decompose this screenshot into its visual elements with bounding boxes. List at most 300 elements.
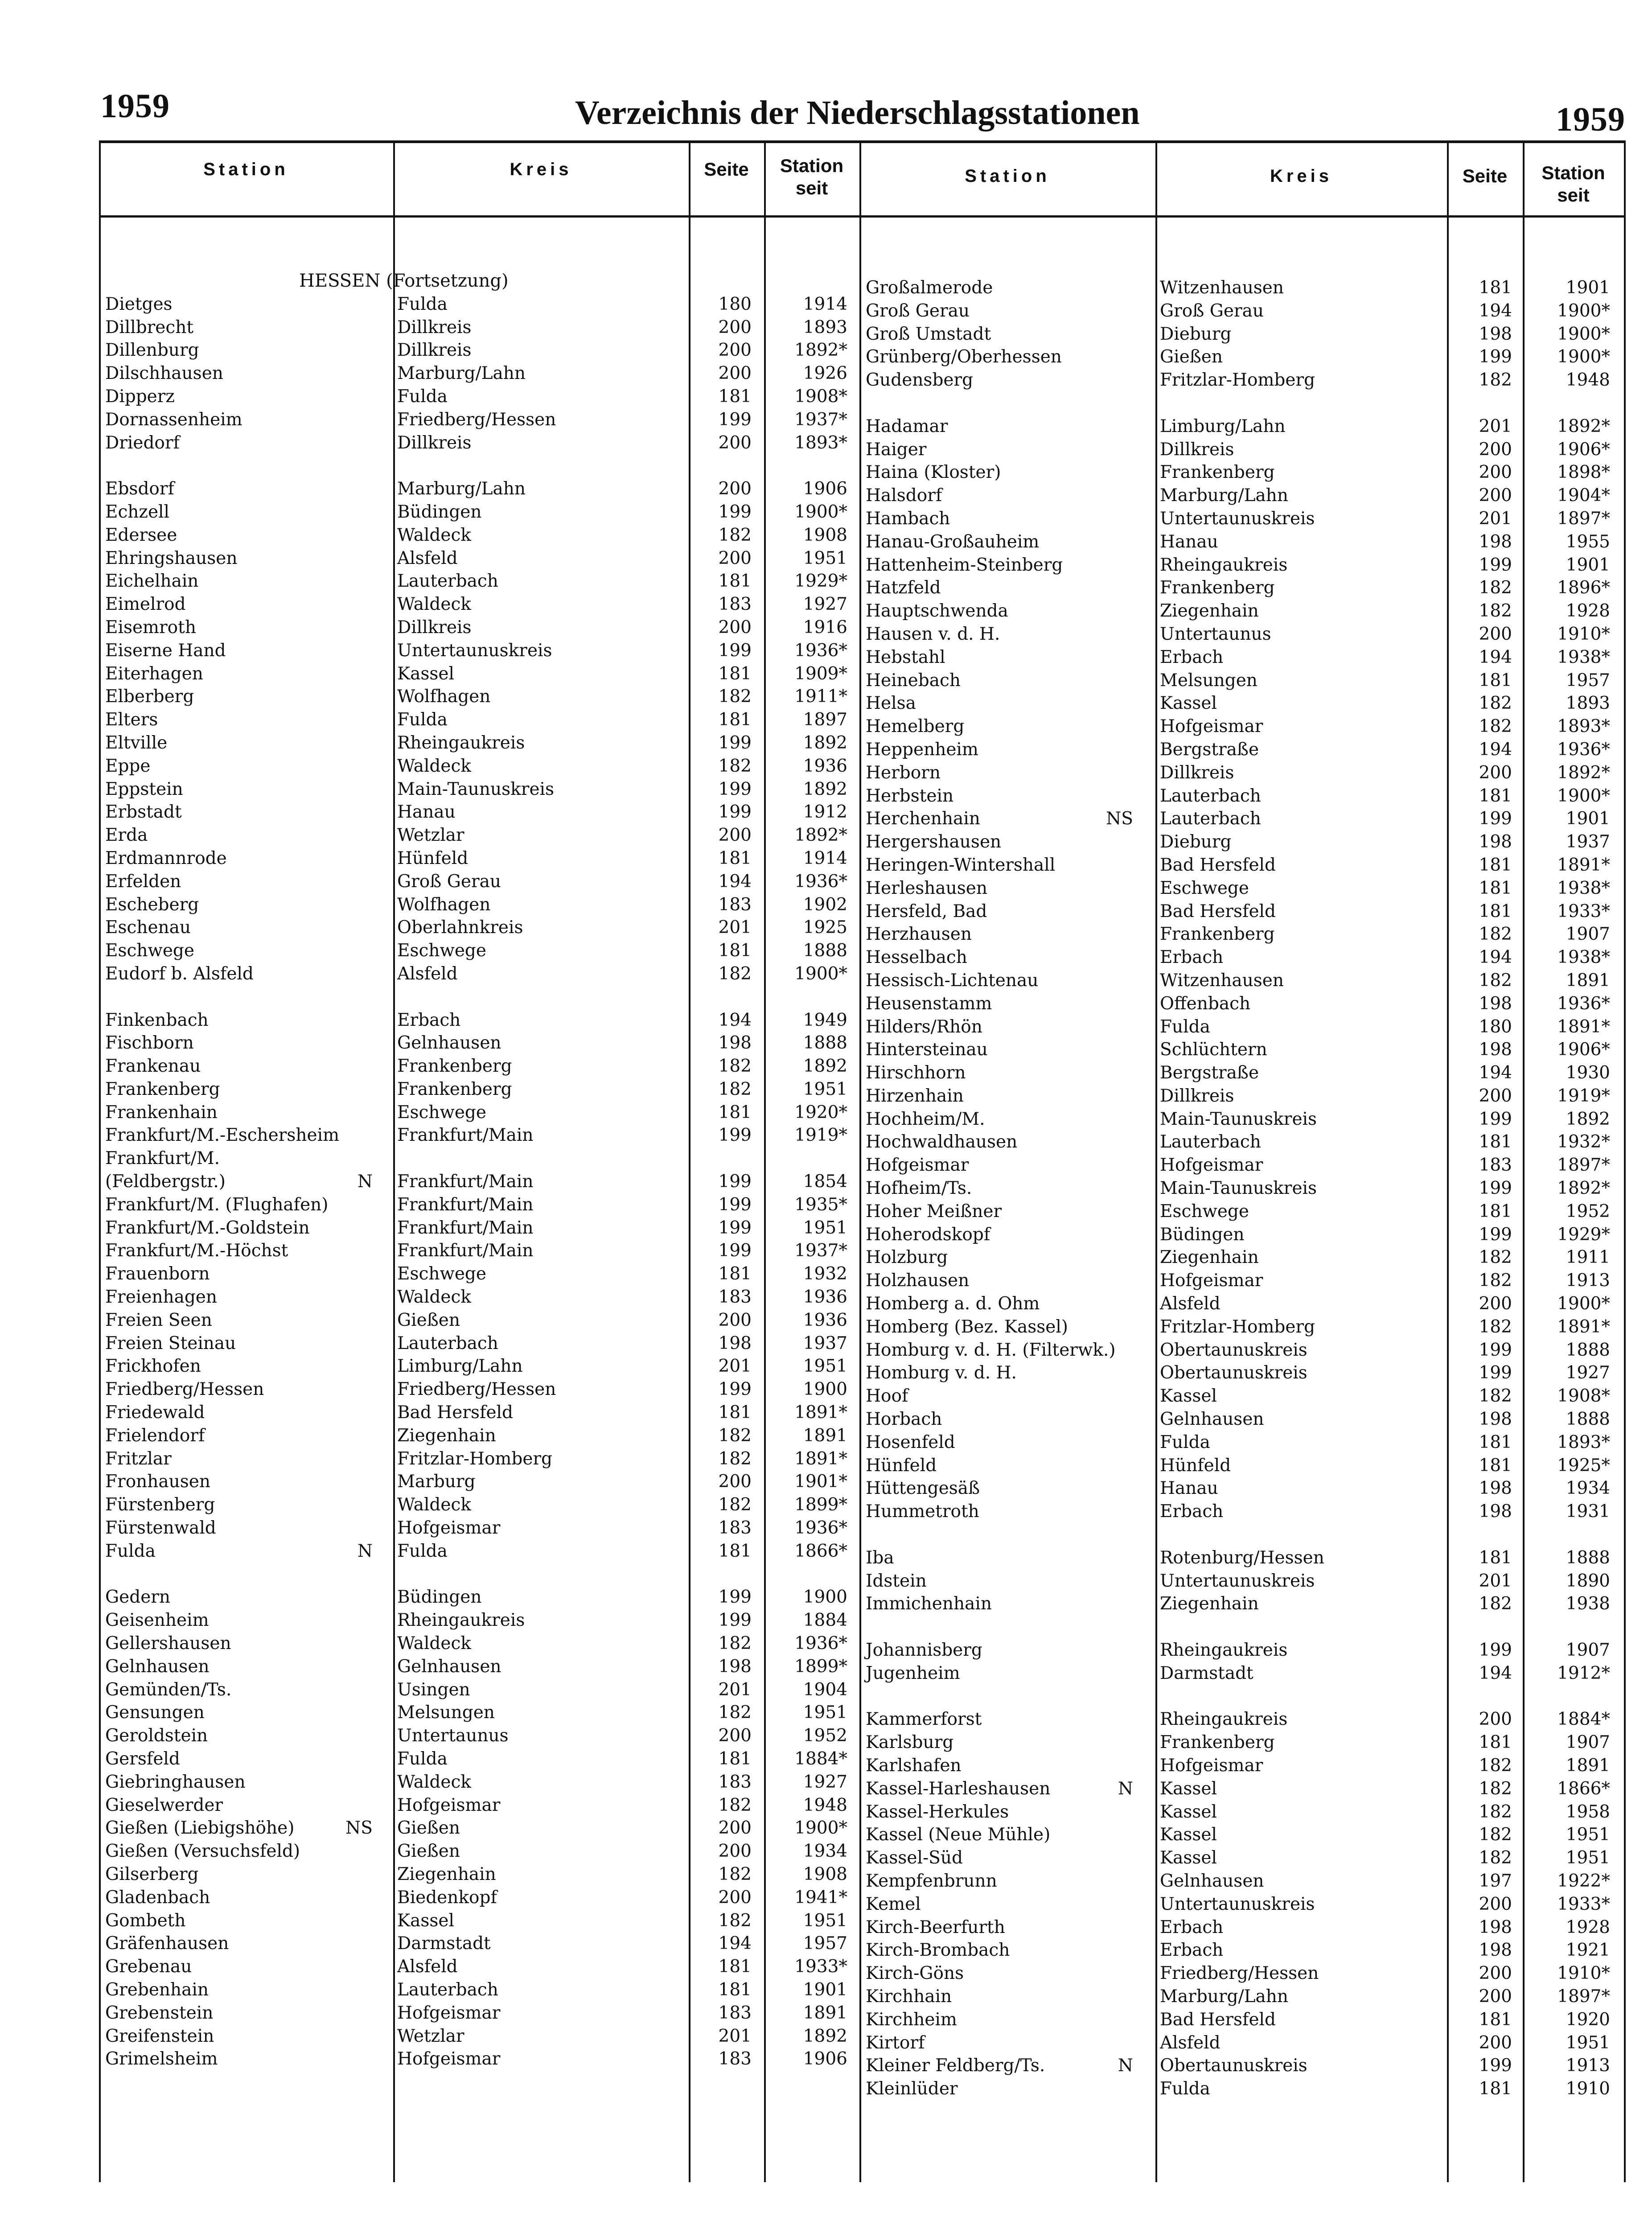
station-since-year: 1928: [1566, 601, 1610, 621]
station-since-year: 1891: [803, 1425, 847, 1446]
station-name: Haina (Kloster): [866, 462, 1001, 483]
seite-number: 182: [1479, 1386, 1512, 1406]
kreis-name: Waldeck: [397, 1287, 471, 1308]
station-since-year: 1908*: [794, 386, 847, 407]
seite-number: 183: [718, 2049, 752, 2069]
station-name: Freienhagen: [105, 1287, 217, 1308]
station-name: Hebstahl: [866, 647, 945, 667]
seite-number: 199: [718, 1587, 752, 1608]
kreis-name: Limburg/Lahn: [397, 1356, 523, 1377]
seite-number: 200: [1479, 462, 1512, 483]
group-spacer: [105, 1563, 854, 1586]
station-name: Heinebach: [866, 670, 961, 691]
station-since-year: 1900*: [794, 1818, 847, 1838]
seite-number: 200: [1479, 2032, 1512, 2053]
table-row: [105, 432, 854, 455]
table-row: [105, 1124, 854, 1147]
kreis-name: Erbach: [1160, 647, 1224, 667]
station-name: Escheberg: [105, 894, 199, 915]
kreis-name: Bergstraße: [1160, 739, 1259, 760]
table-row: [105, 1448, 854, 1471]
kreis-name: Büdingen: [397, 1587, 482, 1608]
kreis-name: Lauterbach: [1160, 785, 1261, 806]
seite-number: 181: [718, 1541, 752, 1561]
table-row: [866, 1662, 1619, 1685]
station-since-year: 1919*: [794, 1125, 847, 1146]
seite-number: 198: [718, 1033, 752, 1053]
seite-number: 197: [1479, 1871, 1512, 1891]
table-row: [105, 1332, 854, 1355]
station-name: Kemel: [866, 1894, 921, 1914]
seite-number: 183: [718, 1518, 752, 1538]
kreis-name: Untertaunuskreis: [1160, 1894, 1315, 1914]
table-row: [866, 1154, 1619, 1177]
table-row: [866, 1223, 1619, 1246]
table-row: [105, 616, 854, 639]
station-name: Fronhausen: [105, 1472, 210, 1492]
table-row: [866, 1061, 1619, 1085]
station-since-year: 1907: [1566, 1732, 1610, 1753]
table-row: [105, 1239, 854, 1263]
kreis-name: Obertaunuskreis: [1160, 1340, 1307, 1360]
table-row: [105, 732, 854, 755]
seite-number: 200: [718, 1310, 752, 1330]
station-name: Eimelrod: [105, 594, 186, 615]
kreis-name: Kassel: [1160, 693, 1217, 714]
station-marker: N: [357, 1541, 373, 1561]
station-since-year: 1912: [803, 802, 847, 823]
station-since-year: 1932: [803, 1264, 847, 1284]
station-since-year: 1891: [803, 2003, 847, 2023]
station-name: Freien Steinau: [105, 1333, 236, 1353]
station-since-year: 1897*: [1557, 508, 1610, 529]
kreis-name: Wetzlar: [397, 825, 464, 846]
station-since-year: 1900: [803, 1587, 847, 1608]
station-since-year: 1916: [803, 617, 847, 637]
station-name: Hosenfeld: [866, 1432, 955, 1452]
table-row: [866, 946, 1619, 969]
station-name: Helsa: [866, 693, 916, 714]
seite-number: 182: [718, 1633, 752, 1654]
station-since-year: 1900*: [1557, 1294, 1610, 1314]
station-since-year: 1951: [1566, 2032, 1610, 2053]
table-row: [866, 1131, 1619, 1154]
station-since-year: 1948: [803, 1795, 847, 1815]
seite-number: 201: [718, 1356, 752, 1377]
station-since-year: 1892: [803, 1056, 847, 1077]
station-since-year: 1897*: [1557, 1155, 1610, 1176]
station-name: Hauptschwenda: [866, 601, 1008, 621]
seite-number: 198: [1479, 1917, 1512, 1937]
kreis-name: Kassel: [1160, 1825, 1217, 1845]
table-row: [866, 1200, 1619, 1223]
table-row: [105, 1794, 854, 1817]
station-since-year: 1920: [1566, 2009, 1610, 2030]
table-row: [105, 939, 854, 962]
table-row: [866, 484, 1619, 507]
station-name: Dilschhausen: [105, 363, 223, 384]
kreis-name: Hofgeismar: [1160, 1271, 1263, 1291]
table-row: [866, 2054, 1619, 2077]
station-since-year: 1952: [1566, 1201, 1610, 1221]
seite-number: 201: [718, 1679, 752, 1700]
table-row: [866, 1962, 1619, 1985]
station-since-year: 1910: [1566, 2079, 1610, 2099]
station-name: Grebenau: [105, 1957, 192, 1977]
station-since-year: 1914: [803, 294, 847, 314]
station-name: Elters: [105, 710, 158, 730]
table-row: [866, 2032, 1619, 2055]
kreis-name: Dillkreis: [397, 340, 472, 361]
table-row: [105, 893, 854, 917]
station-since-year: 1893*: [794, 432, 847, 453]
seite-number: 194: [718, 871, 752, 892]
kreis-name: Fritzlar-Homberg: [1160, 1316, 1315, 1337]
station-name: Hadamar: [866, 416, 948, 436]
station-since-year: 1891: [1566, 1756, 1610, 1776]
station-name: Groß Umstadt: [866, 324, 991, 344]
table-row: [866, 785, 1619, 808]
table-row: [105, 1678, 854, 1702]
seite-number: 199: [718, 1217, 752, 1238]
seite-number: 199: [1479, 2056, 1512, 2076]
station-since-year: 1901: [803, 1979, 847, 2000]
seite-number: 199: [1479, 1178, 1512, 1199]
station-since-year: 1955: [1566, 531, 1610, 552]
station-since-year: 1897*: [1557, 1986, 1610, 2007]
table-row: [866, 1339, 1619, 1362]
table-row: [105, 1378, 854, 1401]
station-name: Horbach: [866, 1409, 942, 1430]
table-row: [105, 1470, 854, 1493]
station-name: Hirschhorn: [866, 1063, 966, 1083]
seite-number: 181: [718, 1957, 752, 1977]
kreis-name: Gießen: [397, 1818, 460, 1838]
station-name: Hesselbach: [866, 947, 967, 968]
kreis-name: Gelnhausen: [1160, 1409, 1264, 1430]
kreis-name: Obertaunuskreis: [1160, 1363, 1307, 1383]
kreis-name: Hanau: [397, 802, 456, 823]
table-row: [105, 1540, 854, 1563]
station-name: Hünfeld: [866, 1455, 937, 1476]
kreis-name: Hofgeismar: [1160, 1756, 1263, 1776]
table-row: [866, 1385, 1619, 1408]
station-since-year: 1906: [803, 2049, 847, 2069]
kreis-name: Eschwege: [397, 941, 486, 961]
station-name: Grebenstein: [105, 2003, 214, 2023]
station-since-year: 1891*: [794, 1448, 847, 1469]
station-name: Elberberg: [105, 687, 194, 707]
station-since-year: 1936*: [794, 1518, 847, 1538]
table-row: [105, 1932, 854, 1955]
station-name: Gensungen: [105, 1703, 205, 1723]
table-row: [105, 1978, 854, 2002]
station-since-year: 1892: [803, 2026, 847, 2046]
seite-number: 198: [1479, 1478, 1512, 1499]
table-row: [866, 1431, 1619, 1454]
seite-number: 182: [1479, 924, 1512, 945]
kreis-name: Melsungen: [1160, 670, 1257, 691]
station-name: Kassel-Herkules: [866, 1801, 1009, 1822]
seite-number: 183: [718, 1287, 752, 1308]
column-divider: [859, 140, 861, 2182]
left-column: [105, 270, 854, 2071]
kreis-name: Hünfeld: [1160, 1455, 1231, 1476]
table-row: [866, 1016, 1619, 1039]
kreis-name: Fulda: [397, 294, 448, 314]
kreis-name: Untertaunuskreis: [1160, 1571, 1315, 1591]
kreis-name: Untertaunus: [1160, 624, 1271, 644]
table-row: [105, 916, 854, 939]
station-name: Kirtorf: [866, 2032, 925, 2053]
kreis-name: Waldeck: [397, 1772, 471, 1792]
right-column: [866, 276, 1619, 2101]
station-since-year: 1891*: [1557, 1016, 1610, 1037]
station-since-year: 1901: [1566, 278, 1610, 298]
group-spacer: [105, 454, 854, 477]
station-name: Homberg (Bez. Kassel): [866, 1316, 1068, 1337]
seite-number: 200: [718, 1887, 752, 1908]
table-row: [105, 1401, 854, 1424]
seite-number: 200: [1479, 1086, 1512, 1106]
group-spacer: [866, 392, 1619, 415]
kreis-name: Bad Hersfeld: [397, 1402, 513, 1423]
station-since-year: 1854: [803, 1172, 847, 1192]
table-row: [105, 339, 854, 362]
table-row: [105, 477, 854, 501]
station-since-year: 1951: [803, 548, 847, 568]
seite-number: 198: [1479, 993, 1512, 1014]
station-name: Hirzenhain: [866, 1086, 964, 1106]
station-name: Ehringshausen: [105, 548, 238, 568]
header-station-seit-line2: seit: [1557, 185, 1590, 206]
seite-number: 183: [718, 894, 752, 915]
seite-number: 182: [718, 1864, 752, 1884]
seite-number: 199: [718, 640, 752, 661]
station-since-year: 1925: [803, 917, 847, 938]
seite-number: 199: [1479, 1224, 1512, 1245]
header-station-seit: [764, 155, 859, 199]
seite-number: 183: [718, 2003, 752, 2023]
station-since-year: 1936*: [1557, 739, 1610, 760]
station-since-year: 1941*: [794, 1887, 847, 1908]
seite-number: 182: [718, 525, 752, 545]
seite-number: 182: [718, 1079, 752, 1099]
seite-number: 194: [1479, 647, 1512, 667]
kreis-name: Frankfurt/Main: [397, 1241, 534, 1261]
station-name: Frankfurt/M.-Höchst: [105, 1241, 288, 1261]
table-row: [105, 570, 854, 593]
seite-number: 181: [1479, 1132, 1512, 1152]
kreis-name: Groß Gerau: [1160, 300, 1264, 321]
station-name: Erda: [105, 825, 148, 846]
seite-number: 194: [1479, 300, 1512, 321]
table-row: [105, 870, 854, 893]
table-row: [105, 408, 854, 432]
station-since-year: 1892*: [1557, 762, 1610, 783]
kreis-name: Hofgeismar: [397, 1795, 501, 1815]
kreis-name: Untertaunus: [397, 1726, 509, 1746]
station-name: Immichenhain: [866, 1594, 992, 1614]
kreis-name: Darmstadt: [397, 1933, 491, 1954]
table-header-rule: [99, 215, 1626, 218]
station-since-year: 1929*: [1557, 1224, 1610, 1245]
kreis-name: Friedberg/Hessen: [1160, 1963, 1319, 1984]
kreis-name: Büdingen: [1160, 1224, 1245, 1245]
station-name: Großalmerode: [866, 278, 993, 298]
station-since-year: 1926: [803, 363, 847, 384]
kreis-name: Kassel: [397, 1910, 454, 1931]
kreis-name: Lauterbach: [1160, 1132, 1261, 1152]
station-marker: N: [1118, 1778, 1133, 1799]
kreis-name: Dieburg: [1160, 324, 1232, 344]
station-name: Frielendorf: [105, 1425, 205, 1446]
table-row: [866, 323, 1619, 346]
station-since-year: 1927: [803, 1772, 847, 1792]
station-name: Jugenheim: [866, 1663, 960, 1683]
station-name: Driedorf: [105, 432, 180, 453]
kreis-name: Waldeck: [397, 594, 471, 615]
table-row: [866, 1754, 1619, 1777]
station-name: Gersfeld: [105, 1749, 180, 1769]
kreis-name: Hofgeismar: [1160, 716, 1263, 737]
table-row: [866, 1316, 1619, 1339]
seite-number: 199: [1479, 555, 1512, 575]
seite-number: 200: [1479, 1294, 1512, 1314]
kreis-name: Lauterbach: [397, 571, 498, 592]
kreis-name: Alsfeld: [397, 548, 458, 568]
table-row: [866, 531, 1619, 554]
seite-number: 182: [1479, 1271, 1512, 1291]
table-row: [866, 923, 1619, 946]
kreis-name: Waldeck: [397, 1633, 471, 1654]
year-right: 1959: [1556, 101, 1625, 138]
station-since-year: 1900: [803, 1379, 847, 1400]
kreis-name: Fulda: [1160, 1432, 1210, 1452]
seite-number: 181: [1479, 878, 1512, 898]
station-name: Karlshafen: [866, 1756, 962, 1776]
station-since-year: 1899*: [794, 1656, 847, 1677]
kreis-name: Frankfurt/Main: [397, 1217, 534, 1238]
table-row: [105, 1586, 854, 1609]
station-name: Hausen v. d. H.: [866, 624, 1000, 644]
table-row: [105, 1632, 854, 1655]
station-name: Fürstenberg: [105, 1495, 215, 1515]
station-since-year: 1937: [1566, 832, 1610, 852]
seite-number: 183: [1479, 1155, 1512, 1176]
table-row: [866, 854, 1619, 877]
seite-number: 182: [1479, 970, 1512, 991]
header-kreis: Kreis: [510, 160, 572, 179]
seite-number: 199: [1479, 1340, 1512, 1360]
table-row: [866, 1108, 1619, 1131]
seite-number: 181: [718, 1749, 752, 1769]
table-row: [105, 547, 854, 570]
station-name: Hochheim/M.: [866, 1109, 985, 1129]
seite-number: 182: [1479, 1316, 1512, 1337]
station-marker: N: [357, 1172, 373, 1192]
table-row: [866, 345, 1619, 369]
seite-number: 181: [718, 1979, 752, 2000]
station-since-year: 1951: [803, 1703, 847, 1723]
seite-number: 182: [718, 1425, 752, 1446]
seite-number: 200: [718, 1818, 752, 1838]
station-name: Hattenheim-Steinberg: [866, 555, 1063, 575]
kreis-name: Rheingaukreis: [1160, 1640, 1288, 1661]
station-since-year: 1920*: [794, 1102, 847, 1123]
station-since-year: 1936: [803, 1310, 847, 1330]
kreis-name: Kassel: [1160, 1801, 1217, 1822]
station-since-year: 1951: [1566, 1825, 1610, 1845]
table-row: [105, 962, 854, 986]
kreis-name: Fritzlar-Homberg: [1160, 370, 1315, 391]
section-heading: HESSEN (Fortsetzung): [299, 271, 509, 291]
seite-number: 199: [718, 779, 752, 799]
kreis-name: Bergstraße: [1160, 1063, 1259, 1083]
table-row: [105, 1170, 854, 1193]
kreis-name: Hofgeismar: [397, 1518, 501, 1538]
seite-number: 181: [1479, 785, 1512, 806]
kreis-name: Rheingaukreis: [1160, 1709, 1288, 1730]
kreis-name: Kassel: [1160, 1386, 1217, 1406]
station-name: Kirch-Brombach: [866, 1940, 1010, 1961]
station-since-year: 1891*: [1557, 1316, 1610, 1337]
kreis-name: Dillkreis: [1160, 1086, 1234, 1106]
station-name: Holzburg: [866, 1247, 948, 1268]
station-name: Dipperz: [105, 386, 175, 407]
kreis-name: Dillkreis: [397, 317, 472, 337]
table-row: [866, 1939, 1619, 1962]
station-since-year: 1884*: [1557, 1709, 1610, 1730]
station-name: Hofgeismar: [866, 1155, 969, 1176]
table-row: [105, 1517, 854, 1540]
kreis-name: Waldeck: [397, 525, 471, 545]
kreis-name: Friedberg/Hessen: [397, 1379, 556, 1400]
station-since-year: 1906*: [1557, 1040, 1610, 1060]
station-since-year: 1901: [1566, 555, 1610, 575]
kreis-name: Bad Hersfeld: [1160, 901, 1276, 921]
kreis-name: Lauterbach: [397, 1979, 498, 2000]
station-since-year: 1933*: [794, 1957, 847, 1977]
table-row: [866, 1985, 1619, 2008]
table-row: [866, 738, 1619, 761]
kreis-name: Groß Gerau: [397, 871, 501, 892]
station-since-year: 1936: [803, 1287, 847, 1308]
seite-number: 200: [718, 1472, 752, 1492]
station-name: Eschenau: [105, 917, 191, 938]
seite-number: 198: [1479, 1501, 1512, 1522]
table-row: [105, 1055, 854, 1078]
seite-number: 200: [1479, 762, 1512, 783]
table-row: [866, 1893, 1619, 1916]
station-since-year: 1891*: [794, 1402, 847, 1423]
station-since-year: 1925*: [1557, 1455, 1610, 1476]
station-name: Gellershausen: [105, 1633, 231, 1654]
kreis-name: Waldeck: [397, 1495, 471, 1515]
table-row: [105, 1748, 854, 1771]
kreis-name: Wolfhagen: [397, 687, 491, 707]
table-row: [866, 669, 1619, 692]
kreis-name: Gelnhausen: [1160, 1871, 1264, 1891]
seite-number: 180: [718, 294, 752, 314]
seite-number: 199: [718, 1241, 752, 1261]
station-since-year: 1884: [803, 1610, 847, 1631]
station-since-year: 1899*: [794, 1495, 847, 1515]
seite-number: 182: [718, 1056, 752, 1077]
kreis-name: Erbach: [1160, 1917, 1224, 1937]
seite-number: 181: [1479, 901, 1512, 921]
station-since-year: 1938*: [1557, 947, 1610, 968]
